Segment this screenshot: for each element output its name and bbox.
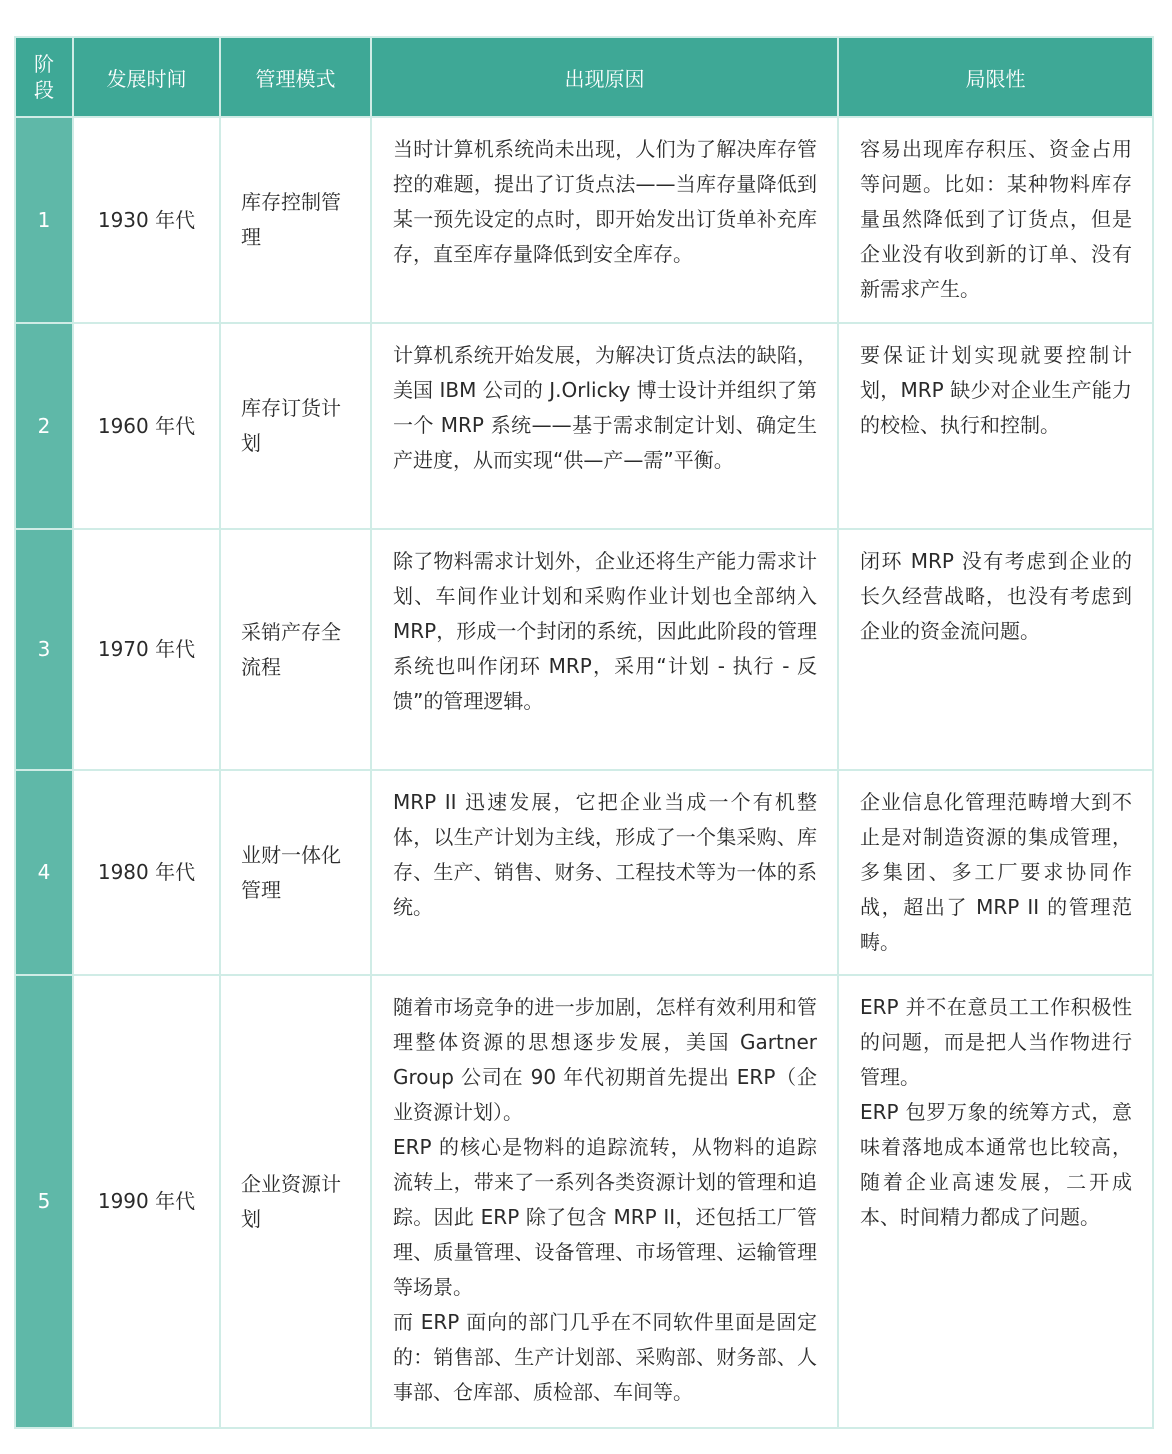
- limitation-cell: [838, 770, 1153, 975]
- reason-text: MRP II 迅速发展，它把企业当成一个有机整体，以生产计划为主线，形成了一个集采购、库存、生产、销售、财务、工程技术等为一体的系统。: [393, 790, 817, 919]
- limitation-text: 企业信息化管理范畴增大到不止是对制造资源的集成管理，多集团、多工厂要求协同作战，超出了 MRP II 的管理范畴。: [860, 790, 1132, 954]
- stage-cell: 2: [15, 323, 73, 529]
- mode-cell: 企业资源计划: [220, 975, 371, 1428]
- reason-text: ERP 的核心是物料的追踪流转，从物料的追踪流转上，带来了一系列各类资源计划的管理和追踪。因此 ERP 除了包含 MRP II，还包括工厂管理、质量管理、设备管理、市场管理、运输管理等场景。: [393, 1135, 817, 1299]
- table-row: [15, 770, 1153, 975]
- limitation-cell: [838, 323, 1153, 529]
- limitation-cell: [838, 529, 1153, 770]
- reason-cell: [371, 323, 838, 529]
- table-row: [15, 117, 1153, 323]
- header-mode: 管理模式: [220, 37, 371, 117]
- header-period: 发展时间: [73, 37, 220, 117]
- reason-text: 而 ERP 面向的部门几乎在不同软件里面是固定的：销售部、生产计划部、采购部、财务部、人事部、仓库部、质检部、车间等。: [393, 1310, 817, 1404]
- limitation-text: 闭环 MRP 没有考虑到企业的长久经营战略，也没有考虑到企业的资金流问题。: [860, 549, 1132, 643]
- reason-text: 除了物料需求计划外，企业还将生产能力需求计划、车间作业计划和采购作业计划也全部纳入 MRP，形成一个封闭的系统，因此此阶段的管理系统也叫作闭环 MRP，采用“计划 - 执行 - 反馈”的管理逻辑。: [393, 549, 817, 713]
- stage-cell: 1: [15, 117, 73, 323]
- erp-history-table: [14, 36, 1154, 1429]
- stage-cell: 3: [15, 529, 73, 770]
- mode-cell: 库存订货计划: [220, 323, 371, 529]
- reason-cell: [371, 770, 838, 975]
- stage-cell: 5: [15, 975, 73, 1428]
- header-stage: 阶段: [15, 37, 73, 117]
- period-cell: 1990 年代: [73, 975, 220, 1428]
- period-cell: 1930 年代: [73, 117, 220, 323]
- header-row: [15, 37, 1153, 117]
- table-row: [15, 975, 1153, 1428]
- reason-text: 当时计算机系统尚未出现，人们为了解决库存管控的难题，提出了订货点法——当库存量降低到某一预先设定的点时，即开始发出订货单补充库存，直至库存量降低到安全库存。: [393, 137, 817, 266]
- limitation-text: 要保证计划实现就要控制计划，MRP 缺少对企业生产能力的校检、执行和控制。: [860, 343, 1132, 437]
- limitation-text: ERP 并不在意员工工作积极性的问题，而是把人当作物进行管理。: [860, 995, 1132, 1089]
- table-row: [15, 323, 1153, 529]
- period-cell: 1960 年代: [73, 323, 220, 529]
- mode-cell: 业财一体化管理: [220, 770, 371, 975]
- header-limitation: 局限性: [838, 37, 1153, 117]
- reason-text: 随着市场竞争的进一步加剧，怎样有效利用和管理整体资源的思想逐步发展，美国 Gartner Group 公司在 90 年代初期首先提出 ERP（企业资源计划）。: [393, 995, 817, 1124]
- period-cell: 1970 年代: [73, 529, 220, 770]
- table-row: [15, 529, 1153, 770]
- reason-text: 计算机系统开始发展，为解决订货点法的缺陷，美国 IBM 公司的 J.Orlicky 博士设计并组织了第一个 MRP 系统——基于需求制定计划、确定生产进度，从而实现“供—产—需”平衡。: [393, 343, 817, 472]
- reason-cell: [371, 117, 838, 323]
- mode-cell: 采销产存全流程: [220, 529, 371, 770]
- reason-cell: [371, 529, 838, 770]
- period-cell: 1980 年代: [73, 770, 220, 975]
- stage-cell: 4: [15, 770, 73, 975]
- reason-cell: [371, 975, 838, 1428]
- limitation-cell: [838, 117, 1153, 323]
- header-reason: 出现原因: [371, 37, 838, 117]
- limitation-text: 容易出现库存积压、资金占用等问题。比如：某种物料库存量虽然降低到了订货点，但是企业没有收到新的订单、没有新需求产生。: [860, 137, 1132, 301]
- limitation-cell: [838, 975, 1153, 1428]
- limitation-text: ERP 包罗万象的统筹方式，意味着落地成本通常也比较高，随着企业高速发展，二开成本、时间精力都成了问题。: [860, 1100, 1132, 1229]
- mode-cell: 库存控制管理: [220, 117, 371, 323]
